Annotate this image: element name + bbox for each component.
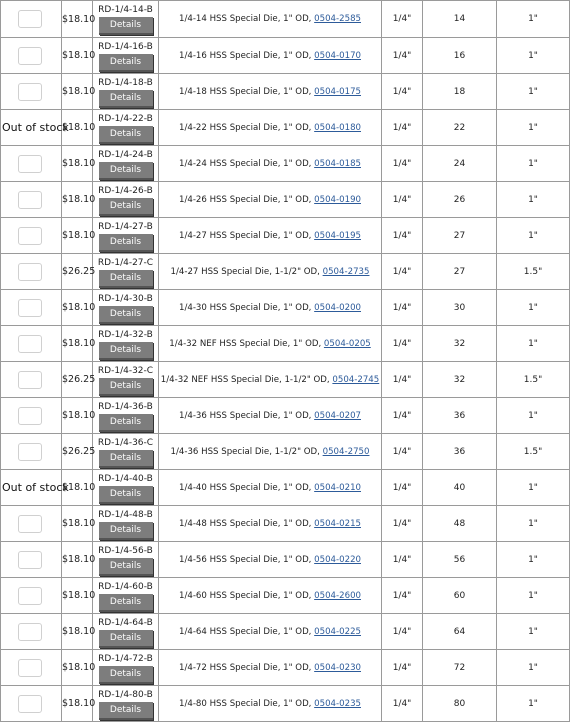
quantity-input[interactable] — [18, 227, 42, 245]
threads-per-inch: 14 — [423, 1, 497, 38]
threads-per-inch: 80 — [423, 686, 497, 722]
description: 1/4-27 HSS Special Die, 1" OD, — [179, 230, 315, 241]
sku-label: RD-1/4-27-C — [97, 257, 154, 268]
table-row — [1, 470, 570, 506]
description: 1/4-36 HSS Special Die, 1-1/2" OD, — [170, 446, 323, 457]
threads-per-inch: 40 — [423, 470, 497, 506]
details-button[interactable]: Details — [99, 234, 153, 252]
part-number-link[interactable]: 0504-0205 — [323, 338, 371, 349]
price: $18.10 — [62, 182, 93, 218]
sku-label: RD-1/4-56-B — [98, 545, 153, 556]
quantity-input[interactable] — [18, 659, 42, 677]
outer-diameter: 1" — [497, 74, 570, 110]
shank-size: 1/4" — [382, 254, 423, 290]
outer-diameter: 1" — [497, 182, 570, 218]
details-button[interactable]: Details — [99, 594, 153, 612]
price: $18.10 — [62, 74, 93, 110]
shank-size: 1/4" — [382, 650, 423, 686]
table-row — [1, 218, 570, 254]
sku-label: RD-1/4-18-B — [98, 77, 153, 88]
price: $18.10 — [62, 686, 93, 722]
sku-label: RD-1/4-64-B — [98, 617, 153, 628]
threads-per-inch: 22 — [423, 110, 497, 146]
part-number-link[interactable]: 0504-0235 — [314, 698, 361, 709]
shank-size: 1/4" — [382, 506, 423, 542]
details-button[interactable]: Details — [99, 450, 153, 468]
threads-per-inch: 27 — [423, 218, 497, 254]
outer-diameter: 1" — [497, 470, 570, 506]
outer-diameter: 1.5" — [497, 254, 570, 290]
part-number-link[interactable]: 0504-0215 — [314, 518, 361, 529]
part-number-link[interactable]: 0504-0230 — [314, 662, 361, 673]
threads-per-inch: 26 — [423, 182, 497, 218]
details-button[interactable]: Details — [99, 486, 153, 504]
quantity-input[interactable] — [18, 263, 42, 281]
part-number-link[interactable]: 0504-0220 — [314, 554, 361, 565]
price: $26.25 — [62, 434, 93, 470]
price: $18.10 — [62, 506, 93, 542]
table-row — [1, 434, 570, 470]
quantity-input[interactable] — [18, 47, 42, 65]
threads-per-inch: 24 — [423, 146, 497, 182]
description: 1/4-18 HSS Special Die, 1" OD, — [179, 86, 315, 97]
threads-per-inch: 56 — [423, 542, 497, 578]
quantity-input[interactable] — [18, 191, 42, 209]
threads-per-inch: 32 — [423, 362, 497, 398]
part-number-link[interactable]: 0504-0185 — [314, 158, 361, 169]
quantity-input[interactable] — [18, 695, 42, 713]
description: 1/4-24 HSS Special Die, 1" OD, — [179, 158, 315, 169]
quantity-input[interactable] — [18, 335, 42, 353]
price: $18.10 — [62, 650, 93, 686]
part-number-link[interactable]: 0504-0225 — [314, 626, 361, 637]
outer-diameter: 1" — [497, 326, 570, 362]
outer-diameter: 1" — [497, 650, 570, 686]
table-row — [1, 686, 570, 722]
description: 1/4-26 HSS Special Die, 1" OD, — [179, 194, 315, 205]
table-row — [1, 38, 570, 74]
table-row — [1, 542, 570, 578]
outer-diameter: 1" — [497, 398, 570, 434]
outer-diameter: 1" — [497, 218, 570, 254]
outer-diameter: 1" — [497, 542, 570, 578]
table-row — [1, 1, 570, 38]
part-number-link[interactable]: 0504-2585 — [314, 14, 361, 24]
outer-diameter: 1" — [497, 506, 570, 542]
stock-status: Out of stock — [2, 481, 69, 494]
shank-size: 1/4" — [382, 470, 423, 506]
table-row — [1, 578, 570, 614]
shank-size: 1/4" — [382, 38, 423, 74]
price: $18.10 — [62, 578, 93, 614]
description: 1/4-60 HSS Special Die, 1" OD, — [179, 590, 315, 601]
outer-diameter: 1" — [497, 146, 570, 182]
details-button[interactable]: Details — [99, 198, 153, 216]
description: 1/4-14 HSS Special Die, 1" OD, — [179, 14, 315, 24]
shank-size: 1/4" — [382, 434, 423, 470]
part-number-link[interactable]: 0504-0195 — [314, 230, 361, 241]
price: $26.25 — [62, 254, 93, 290]
sku-label: RD-1/4-27-B — [98, 221, 153, 232]
quantity-input[interactable] — [18, 371, 42, 389]
sku-label: RD-1/4-26-B — [98, 185, 153, 196]
details-button[interactable]: Details — [99, 126, 153, 144]
shank-size: 1/4" — [382, 182, 423, 218]
description: 1/4-36 HSS Special Die, 1" OD, — [179, 410, 315, 421]
sku-label: RD-1/4-16-B — [98, 41, 153, 52]
outer-diameter: 1" — [497, 578, 570, 614]
price: $18.10 — [62, 614, 93, 650]
threads-per-inch: 64 — [423, 614, 497, 650]
table-row — [1, 650, 570, 686]
sku-label: RD-1/4-32-B — [98, 329, 153, 340]
table-row — [1, 146, 570, 182]
outer-diameter: 1.5" — [497, 434, 570, 470]
quantity-input[interactable] — [18, 587, 42, 605]
price: $18.10 — [62, 1, 93, 38]
price: $18.10 — [62, 542, 93, 578]
threads-per-inch: 60 — [423, 578, 497, 614]
sku-label: RD-1/4-30-B — [98, 293, 153, 304]
quantity-input[interactable] — [18, 623, 42, 641]
sku-label: RD-1/4-72-B — [98, 653, 153, 664]
part-number-link[interactable]: 0504-2735 — [322, 266, 370, 277]
quantity-input[interactable] — [18, 155, 42, 173]
shank-size: 1/4" — [382, 578, 423, 614]
details-button[interactable]: Details — [99, 270, 153, 288]
part-number-link[interactable]: 0504-0190 — [314, 194, 361, 205]
part-number-link[interactable]: 0504-2745 — [332, 374, 380, 385]
sku-label: RD-1/4-24-B — [98, 149, 153, 160]
threads-per-inch: 27 — [423, 254, 497, 290]
shank-size: 1/4" — [382, 686, 423, 722]
shank-size: 1/4" — [382, 74, 423, 110]
quantity-input[interactable] — [18, 299, 42, 317]
description: 1/4-80 HSS Special Die, 1" OD, — [179, 698, 315, 709]
description: 1/4-27 HSS Special Die, 1-1/2" OD, — [170, 266, 323, 277]
sku-label: RD-1/4-36-C — [97, 437, 154, 448]
details-button[interactable]: Details — [99, 558, 153, 576]
part-number-link[interactable]: 0504-2750 — [322, 446, 370, 457]
sku-label: RD-1/4-22-B — [98, 113, 153, 124]
table-row — [1, 614, 570, 650]
price: $18.10 — [62, 470, 93, 506]
details-button[interactable]: Details — [99, 54, 153, 72]
part-number-link[interactable]: 0504-0180 — [314, 122, 361, 133]
table-row — [1, 182, 570, 218]
details-button[interactable]: Details — [99, 342, 153, 360]
threads-per-inch: 18 — [423, 74, 497, 110]
details-button[interactable]: Details — [99, 702, 153, 720]
price: $18.10 — [62, 38, 93, 74]
details-button[interactable]: Details — [99, 17, 153, 35]
price: $18.10 — [62, 146, 93, 182]
shank-size: 1/4" — [382, 1, 423, 38]
part-number-link[interactable]: 0504-0175 — [314, 86, 361, 97]
shank-size: 1/4" — [382, 398, 423, 434]
sku-label: RD-1/4-60-B — [98, 581, 153, 592]
description: 1/4-16 HSS Special Die, 1" OD, — [179, 50, 315, 61]
details-button[interactable]: Details — [99, 666, 153, 684]
description: 1/4-22 HSS Special Die, 1" OD, — [179, 122, 315, 133]
outer-diameter: 1" — [497, 1, 570, 38]
table-row — [1, 254, 570, 290]
sku-label: RD-1/4-80-B — [98, 689, 153, 700]
description: 1/4-64 HSS Special Die, 1" OD, — [179, 626, 315, 637]
threads-per-inch: 36 — [423, 434, 497, 470]
outer-diameter: 1" — [497, 110, 570, 146]
description: 1/4-56 HSS Special Die, 1" OD, — [179, 554, 315, 565]
threads-per-inch: 30 — [423, 290, 497, 326]
table-row — [1, 398, 570, 434]
shank-size: 1/4" — [382, 326, 423, 362]
table-row — [1, 74, 570, 110]
table-row — [1, 362, 570, 398]
sku-label: RD-1/4-48-B — [98, 509, 153, 520]
description: 1/4-48 HSS Special Die, 1" OD, — [179, 518, 315, 529]
threads-per-inch: 48 — [423, 506, 497, 542]
shank-size: 1/4" — [382, 614, 423, 650]
details-button[interactable]: Details — [99, 630, 153, 648]
table-row — [1, 326, 570, 362]
outer-diameter: 1" — [497, 38, 570, 74]
sku-label: RD-1/4-36-B — [98, 401, 153, 412]
price: $18.10 — [62, 398, 93, 434]
details-button[interactable]: Details — [99, 90, 153, 108]
shank-size: 1/4" — [382, 542, 423, 578]
part-number-link[interactable]: 0504-0200 — [314, 302, 361, 313]
description: 1/4-72 HSS Special Die, 1" OD, — [179, 662, 315, 673]
threads-per-inch: 16 — [423, 38, 497, 74]
price: $18.10 — [62, 326, 93, 362]
details-button[interactable]: Details — [99, 414, 153, 432]
table-row — [1, 110, 570, 146]
part-number-link[interactable]: 0504-2600 — [314, 590, 361, 601]
sku-label: RD-1/4-32-C — [97, 365, 154, 376]
shank-size: 1/4" — [382, 218, 423, 254]
sku-label: RD-1/4-40-B — [98, 473, 153, 484]
table-row — [1, 290, 570, 326]
details-button[interactable]: Details — [99, 378, 153, 396]
description: 1/4-40 HSS Special Die, 1" OD, — [179, 482, 315, 493]
quantity-input[interactable] — [18, 551, 42, 569]
description: 1/4-32 NEF HSS Special Die, 1-1/2" OD, — [160, 374, 333, 385]
part-number-link[interactable]: 0504-0207 — [314, 410, 361, 421]
price: $18.10 — [62, 218, 93, 254]
details-button[interactable]: Details — [99, 522, 153, 540]
quantity-input[interactable] — [18, 443, 42, 461]
part-number-link[interactable]: 0504-0210 — [314, 482, 361, 493]
outer-diameter: 1" — [497, 686, 570, 722]
outer-diameter: 1" — [497, 614, 570, 650]
quantity-input[interactable] — [18, 515, 42, 533]
shank-size: 1/4" — [382, 146, 423, 182]
shank-size: 1/4" — [382, 110, 423, 146]
details-button[interactable]: Details — [99, 162, 153, 180]
outer-diameter: 1.5" — [497, 362, 570, 398]
sku-label: RD-1/4-14-B — [98, 5, 153, 15]
price: $18.10 — [62, 110, 93, 146]
table-row — [1, 506, 570, 542]
quantity-input[interactable] — [18, 10, 42, 28]
quantity-input[interactable] — [18, 407, 42, 425]
threads-per-inch: 36 — [423, 398, 497, 434]
shank-size: 1/4" — [382, 362, 423, 398]
description: 1/4-32 NEF HSS Special Die, 1" OD, — [169, 338, 324, 349]
outer-diameter: 1" — [497, 290, 570, 326]
part-number-link[interactable]: 0504-0170 — [314, 50, 361, 61]
stock-status: Out of stock — [2, 121, 69, 134]
price: $18.10 — [62, 290, 93, 326]
quantity-input[interactable] — [18, 83, 42, 101]
threads-per-inch: 32 — [423, 326, 497, 362]
threads-per-inch: 72 — [423, 650, 497, 686]
shank-size: 1/4" — [382, 290, 423, 326]
details-button[interactable]: Details — [99, 306, 153, 324]
price: $26.25 — [62, 362, 93, 398]
description: 1/4-30 HSS Special Die, 1" OD, — [179, 302, 315, 313]
